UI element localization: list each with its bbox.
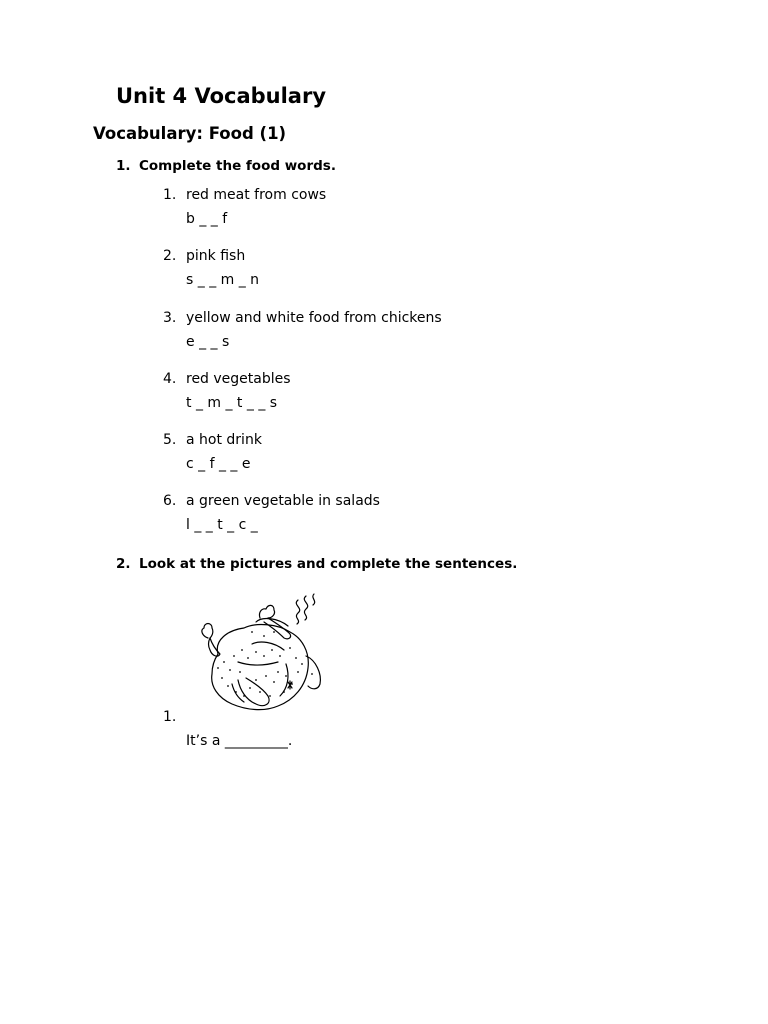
exercise-2-item-1	[163, 706, 292, 753]
page-subtitle: Vocabulary: Food (1)	[93, 124, 287, 143]
item-clue: a hot drink	[186, 432, 262, 448]
exercise-1-item-5	[163, 429, 262, 476]
item-answer: t _ m _ t _ _ s	[186, 394, 278, 411]
page-title: Unit 4 Vocabulary	[116, 84, 327, 108]
exercise-2-instruction: Look at the pictures and complete the sentences.	[139, 556, 518, 572]
exercise-1-item-3	[163, 307, 442, 354]
item-answer: s _ _ m _ n	[186, 271, 260, 288]
exercise-1-instruction: Complete the food words.	[139, 158, 336, 174]
item-number: 1.	[163, 187, 177, 203]
item-number: 2.	[163, 248, 177, 264]
item-number: 6.	[163, 493, 177, 509]
item-clue: yellow and white food from chickens	[186, 310, 442, 326]
item-answer: e _ _ s	[186, 333, 230, 350]
exercise-1-item-2	[163, 245, 259, 292]
exercise-1-heading	[116, 158, 336, 174]
item-number: 1.	[163, 709, 177, 725]
item-answer: l _ _ t _ c _	[186, 516, 258, 533]
item-clue: a green vegetable in salads	[186, 493, 380, 509]
exercise-2-number: 2.	[116, 556, 131, 572]
item-number: 4.	[163, 371, 177, 387]
item-number: 3.	[163, 310, 177, 326]
exercise-1-number: 1.	[116, 158, 131, 174]
item-clue: red meat from cows	[186, 187, 327, 203]
exercise-1-item-6	[163, 490, 380, 537]
exercise-2-heading	[116, 556, 517, 572]
item-clue: pink fish	[186, 248, 246, 264]
exercise-1-item-1	[163, 184, 326, 231]
roast-chicken-illustration	[194, 592, 326, 718]
item-answer: b _ _ f	[186, 210, 228, 227]
item-answer: c _ f _ _ e	[186, 455, 251, 472]
item-number: 5.	[163, 432, 177, 448]
item-sentence: It’s a _________.	[186, 732, 293, 749]
item-clue: red vegetables	[186, 371, 291, 387]
exercise-1-item-4	[163, 368, 291, 415]
